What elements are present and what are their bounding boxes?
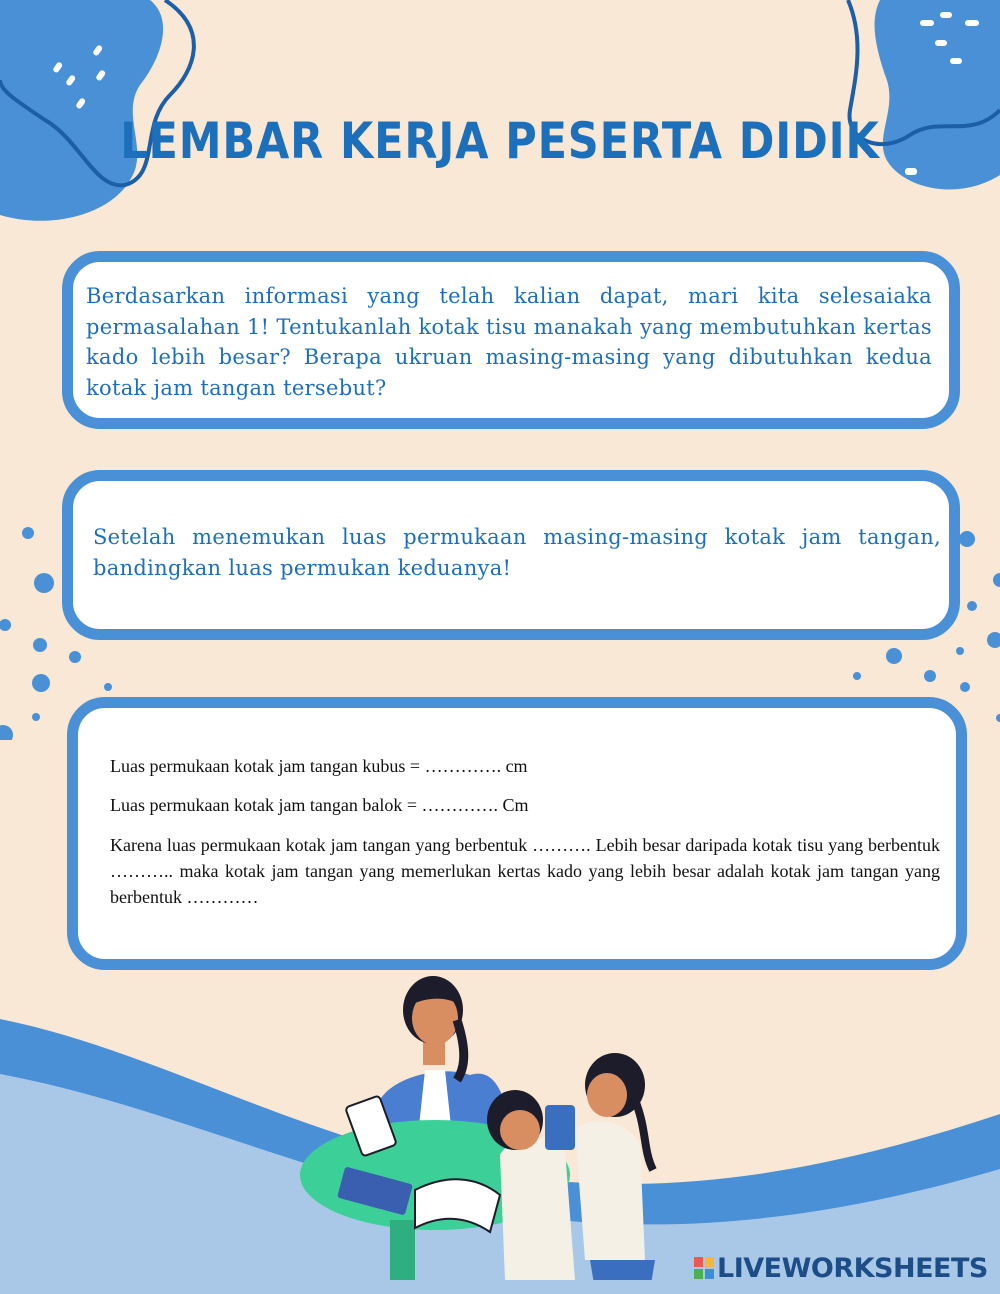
students-illustration [295,970,675,1280]
answer-line-cube: Luas permukaan kotak jam tangan kubus = …………. cm [110,756,528,776]
worksheet-title: LEMBAR KERJA PESERTA DIDIK [120,112,880,170]
logo-text: LIVEWORKSHEETS [717,1253,988,1284]
question-1-text: Berdasarkan informasi yang telah kalian dapat, mari kita selesaiaka permasalahan 1! Tentukanlah kotak tisu manakah yang membutuhkan kertas kado lebih besar? Berapa ukruan masing-masing yang dibutuhkan kedua kotak jam tangan tersebut? [86,284,932,400]
top-right-blob-decoration [840,0,1000,200]
liveworksheets-logo [694,1253,988,1284]
liveworksheets-logo-icon [694,1257,714,1279]
answer-conclusion: Karena luas permukaan kotak jam tangan yang berbentuk ………. Lebih besar daripada kotak tisu yang berbentuk ……….. maka kotak jam tangan yang memerlukan kertas kado yang lebih besar adalah kotak jam tangan yang berbentuk ………… [110,835,940,907]
answer-line-cuboid: Luas permukaan kotak jam tangan balok = …………. Cm [110,795,529,815]
question-2-text: Setelah menemukan luas permukaan masing-masing kotak jam tangan, bandingkan luas permukan keduanya! [93,525,941,580]
